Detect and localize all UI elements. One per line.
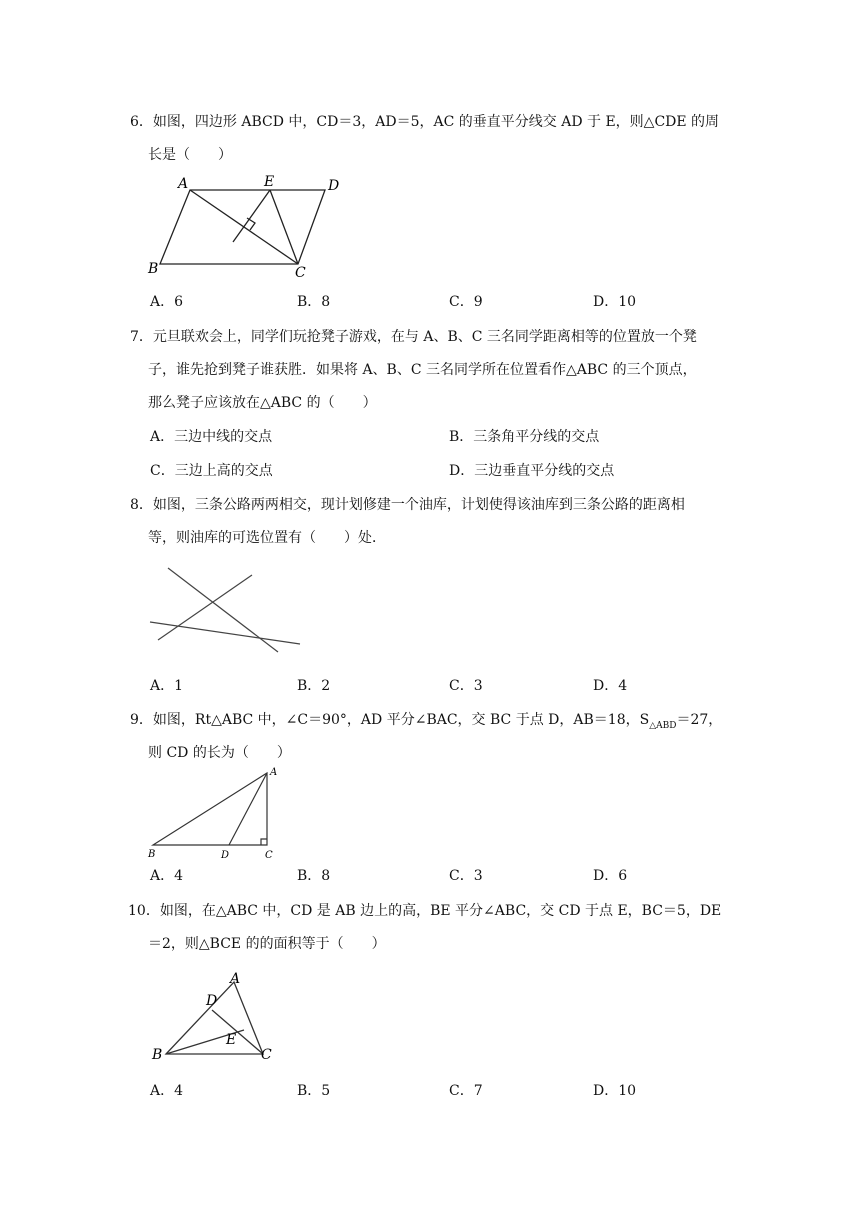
q7-option-d: D．三边垂直平分线的交点 [449, 463, 615, 479]
q10-label-C: C [261, 1047, 272, 1063]
q6-text-line2: 长是（ ） [148, 147, 232, 163]
q9-option-a: A．4 [150, 868, 184, 884]
q10-option-c: C．7 [449, 1083, 483, 1099]
q10-text-line1: 如图，在△ABC 中，CD 是 AB 边上的高，BE 平分∠ABC，交 CD 于点 E，BC＝5，DE [159, 903, 722, 919]
q7-option-b: B．三条角平分线的交点 [449, 429, 600, 445]
q8-number: 8． [130, 497, 153, 513]
q9-text-line2: 则 CD 的长为（ ） [148, 745, 291, 761]
q10-option-a: A．4 [150, 1083, 184, 1099]
q6-figure-parallelogram [145, 170, 355, 280]
q10-label-B: B [152, 1047, 163, 1063]
q9-option-d: D．6 [593, 868, 628, 884]
q8-text-line1: 如图，三条公路两两相交，现计划修建一个油库，计划使得该油库到三条公路的距离相 [152, 497, 685, 513]
q9-label-C: C [265, 850, 273, 861]
q6-label-B: B [148, 261, 159, 277]
q6-option-b: B．8 [297, 294, 331, 310]
q9-option-b: B．8 [297, 868, 331, 884]
q6-option-c: C．9 [449, 294, 483, 310]
q8-option-b: B．2 [297, 678, 331, 694]
q7-line1 [130, 327, 697, 347]
q10-figure-triangle [148, 968, 288, 1063]
q10-text-line2: ＝2，则△BCE 的的面积等于（ ） [148, 936, 386, 952]
q10-label-E: E [226, 1032, 237, 1048]
q9-number: 9． [130, 712, 153, 728]
q9-label-B: B [148, 849, 156, 860]
q6-option-d: D．10 [593, 294, 637, 310]
q10-number: 10． [128, 903, 160, 919]
q7-number: 7． [130, 329, 153, 345]
q8-text-line2: 等，则油库的可选位置有（ ）处． [148, 530, 386, 546]
q9-text-line1b: ＝27， [676, 712, 723, 728]
q6-label-A: A [178, 176, 189, 192]
q7-option-a: A．三边中线的交点 [150, 429, 273, 445]
q6-label-E: E [264, 174, 275, 190]
q9-figure-right-triangle [145, 765, 285, 865]
q8-option-c: C．3 [449, 678, 483, 694]
q9-label-A: A [270, 767, 278, 778]
q6-label-C: C [295, 265, 306, 281]
q10-label-D: D [206, 993, 218, 1009]
q9-line1 [130, 710, 722, 736]
q8-figure-three-roads [140, 560, 310, 660]
q10-option-b: B．5 [297, 1083, 331, 1099]
q8-option-a: A．1 [150, 678, 184, 694]
q9-option-c: C．3 [449, 868, 483, 884]
q8-option-d: D．4 [593, 678, 628, 694]
q6-text-line1: 如图，四边形 ABCD 中，CD＝3，AD＝5，AC 的垂直平分线交 AD 于 E，则△CDE 的周 [152, 114, 720, 130]
q6-option-a: A．6 [150, 294, 184, 310]
q7-option-c: C．三边上高的交点 [150, 463, 273, 479]
q9-text-sub: △ABD [649, 720, 677, 731]
q6-label-D: D [328, 178, 340, 194]
q6-number: 6． [130, 114, 153, 130]
q10-option-d: D．10 [593, 1083, 637, 1099]
q6-line1 [130, 112, 719, 132]
q9-label-D: D [221, 850, 230, 861]
q10-label-A: A [230, 971, 241, 987]
q10-line1 [128, 901, 721, 921]
q7-text-line3: 那么凳子应该放在△ABC 的（ ） [148, 395, 377, 411]
q8-line1 [130, 495, 685, 515]
q9-text-line1a: 如图，Rt△ABC 中，∠C＝90°，AD 平分∠BAC，交 BC 于点 D，AB＝18，S [152, 712, 650, 728]
q7-text-line2: 子，谁先抢到凳子谁获胜．如果将 A、B、C 三名同学所在位置看作△ABC 的三个顶点， [148, 362, 697, 378]
q7-text-line1: 元旦联欢会上，同学们玩抢凳子游戏，在与 A、B、C 三名同学距离相等的位置放一个凳 [152, 329, 697, 345]
